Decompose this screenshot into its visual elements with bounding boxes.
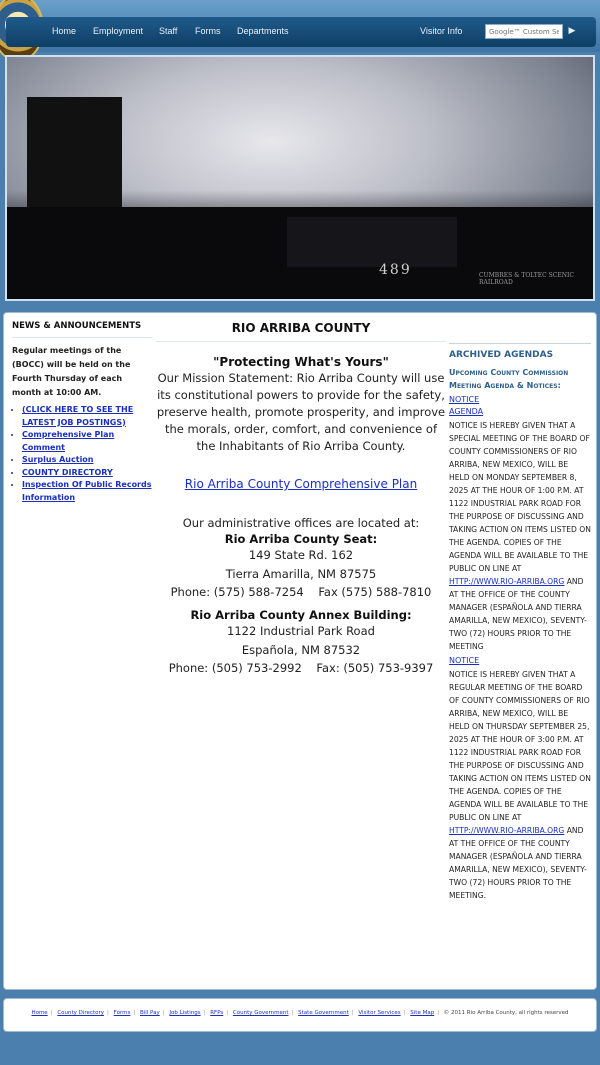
seat-address-line2: Tierra Amarilla, NM 87575 <box>225 567 377 581</box>
page-title: RIO ARRIBA COUNTY <box>156 321 446 342</box>
agenda-column <box>449 343 591 902</box>
footer-rfps-link[interactable]: RFPs <box>210 1010 224 1016</box>
meetings-text: Regular meetings of the (BOCC) will be held on the Fourth Thursday of each month at 10:00 AM. <box>12 346 131 397</box>
search-icon[interactable]: ▶ <box>568 26 576 36</box>
hero-rail-label: CUMBRES & TOLTEC SCENIC RAILROAD <box>479 272 574 286</box>
annex-address-line1: 1122 Industrial Park Road <box>227 624 375 638</box>
annex-contact <box>156 660 446 676</box>
job-postings-link[interactable]: • (CLICK HERE TO SEE THE LATEST JOB POSTINGS) <box>22 404 152 429</box>
notice-1-text <box>449 419 591 653</box>
notice-2-body-end: AND AT THE OFFICE OF THE COUNTY MANAGER (ESPAÑOLA AND TIERRA AMARILLA, NEW MEXICO), SEVENTY-TWO (72) HOURS PRIOR TO THE MEETING. <box>449 826 587 900</box>
annex-address-line2: Española, NM 87532 <box>241 643 361 657</box>
notice-1-body: NOTICE IS HEREBY GIVEN THAT A SPECIAL MEETING OF THE BOARD OF COUNTY COMMISSIONERS OF RIO ARRIBA, NEW MEXICO, WILL BE HELD ON MONDAY SEPTEMBER 8, 2025 AT THE HOUR OF 1:00 P.M. AT 1122 INDUSTRIAL PARK ROAD FOR THE PURPOSE OF DISCUSSING AND TAKING ACTION ON ITEMS LISTED ON THE AGENDA. COPIES OF THE AGENDA WILL BE AVAILABLE TO THE PUBLIC ON LINE AT <box>449 421 591 573</box>
slogan: "Protecting What's Yours" <box>213 355 389 369</box>
notice-2-text <box>449 668 591 902</box>
news-column <box>12 321 152 504</box>
nav-employment[interactable]: Employment <box>93 26 144 36</box>
upcoming-heading: Upcoming County Commission Meeting Agenda & Notices: <box>449 368 569 390</box>
seat-fax: Fax (575) 588-7810 <box>318 585 432 599</box>
agenda-divider <box>449 343 591 344</box>
footer-visitor-services-link[interactable]: Visitor Services <box>358 1010 401 1016</box>
footer-bill-pay-link[interactable]: Bill Pay <box>139 1010 160 1016</box>
seat-address-line1: 149 State Rd. 162 <box>248 548 354 562</box>
content-panel <box>3 312 597 990</box>
notice-2-body: NOTICE IS HEREBY GIVEN THAT A REGULAR MEETING OF THE BOARD OF COUNTY COMMISSIONERS OF RIO ARRIBA, NEW MEXICO, WILL BE HELD ON THURSDAY SEPTEMBER 25, 2025 AT THE HOUR OF 3:00 P.M. AT 1122 INDUSTRIAL PARK ROAD FOR THE PURPOSE OF DISCUSSING AND TAKING ACTION ON ITEMS LISTED ON THE AGENDA. COPIES OF THE AGENDA WILL BE AVAILABLE TO THE PUBLIC ON LINE AT <box>449 670 591 822</box>
notice-1-body-end: AND AT THE OFFICE OF THE COUNTY MANAGER (ESPAÑOLA AND TIERRA AMARILLA, NEW MEXICO), SEVENTY-TWO (72) HOURS PRIOR TO THE MEETING <box>449 577 587 651</box>
annex-heading: Rio Arriba County Annex Building: <box>190 608 412 622</box>
public-records-link[interactable]: • Inspection Of Public Records Information <box>22 479 152 504</box>
footer-job-listings-link[interactable]: Job Listings <box>169 1010 201 1016</box>
archived-agendas-link[interactable]: ARCHIVED AGENDAS <box>449 350 554 360</box>
footer-site-map-link[interactable]: Site Map <box>410 1010 435 1016</box>
footer-directory-link[interactable]: County Directory <box>57 1010 104 1016</box>
annex-fax: Fax: (505) 753-9397 <box>316 661 434 675</box>
notice-link-2[interactable]: NOTICE <box>449 656 480 665</box>
main-column <box>156 321 446 676</box>
comprehensive-plan-link[interactable]: Rio Arriba County Comprehensive Plan <box>184 477 418 491</box>
seat-contact <box>156 584 446 600</box>
notice-link-1[interactable]: NOTICE <box>449 395 480 404</box>
hero-locomotive-cab <box>287 217 457 267</box>
nav-staff[interactable]: Staff <box>159 26 178 36</box>
footer: Home | County Directory | Forms | Bill Pay | Job Listings | RFPs | County Government | State Government | Visitor Services | Site Map | © 2011 Rio Arriba County, all rights reserved <box>3 998 597 1032</box>
comprehensive-plan-comment-link[interactable]: • Comprehensive Plan Comment <box>22 429 152 454</box>
county-directory-link[interactable]: • COUNTY DIRECTORY <box>22 467 152 480</box>
nav-forms[interactable]: Forms <box>195 26 221 36</box>
hero-engine-number: 489 <box>379 262 412 278</box>
news-links <box>12 404 152 504</box>
agenda-link[interactable]: AGENDA <box>449 407 484 416</box>
footer-home-link[interactable]: Home <box>31 1010 48 1016</box>
seat-phone: Phone: (575) 588-7254 <box>170 585 304 599</box>
offices-intro: Our administrative offices are located at: <box>182 516 420 530</box>
news-heading: NEWS & ANNOUNCEMENTS <box>12 321 152 338</box>
nav-visitor-info[interactable]: Visitor Info <box>420 26 463 36</box>
footer-county-government-link[interactable]: County Government <box>232 1010 289 1016</box>
annex-phone: Phone: (505) 753-2992 <box>168 661 302 675</box>
hero-image <box>5 55 595 301</box>
search-input[interactable] <box>485 24 563 39</box>
mission-statement: Our Mission Statement: Rio Arriba County will use its constitutional powers to provide for the safety, preserve health, promote prosperity, and improve the morals, order, comfort, and convenience of the Inhabitants of Rio Arriba County. <box>156 371 446 453</box>
footer-copyright: © 2011 Rio Arriba County, all rights reserved <box>443 1010 569 1016</box>
surplus-auction-link[interactable]: • Surplus Auction <box>22 454 152 467</box>
seat-heading: Rio Arriba County Seat: <box>224 532 378 546</box>
notice-2-url[interactable]: HTTP://WWW.RIO-ARRIBA.ORG <box>449 826 565 835</box>
footer-state-government-link[interactable]: State Government <box>298 1010 349 1016</box>
nav-home[interactable]: Home <box>52 26 77 36</box>
notice-1-url[interactable]: HTTP://WWW.RIO-ARRIBA.ORG <box>449 577 565 586</box>
footer-forms-link[interactable]: Forms <box>113 1010 131 1016</box>
nav-departments[interactable]: Departments <box>237 26 289 36</box>
